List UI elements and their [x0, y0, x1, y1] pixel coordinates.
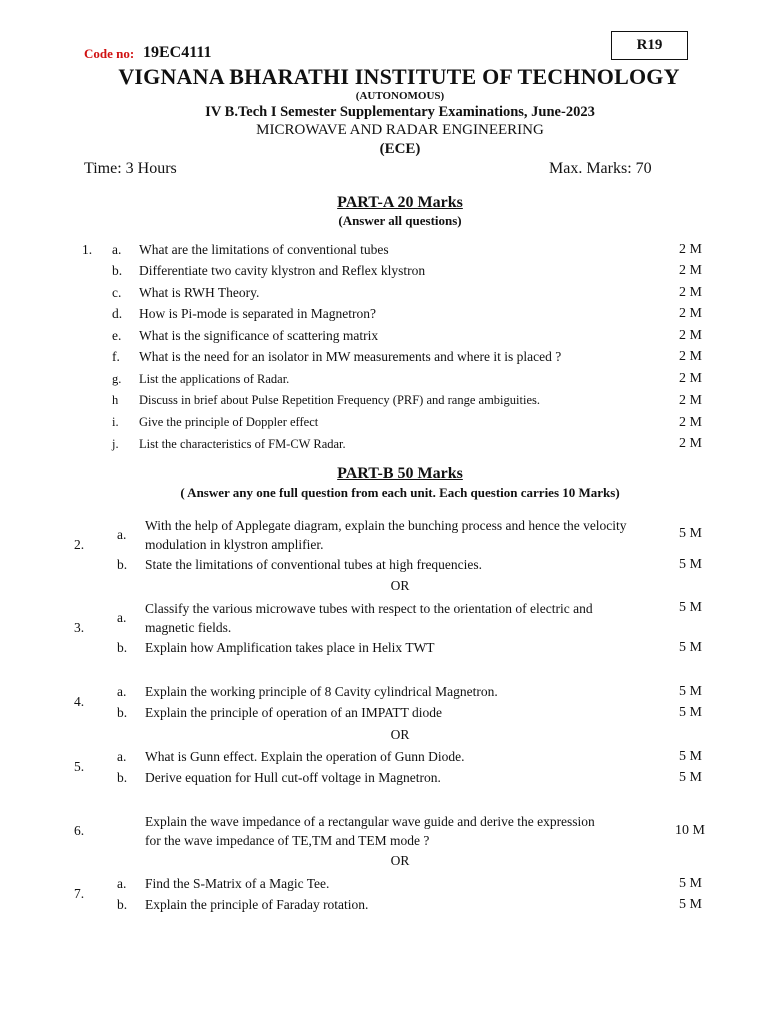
code-number: 19EC4111: [143, 44, 212, 61]
q6-text: Explain the wave impedance of a rectangular wave guide and derive the expression for the wave impedance of TE,TM and TEM mode ?: [145, 814, 595, 848]
q2-label-b: b.: [117, 557, 128, 572]
q4-text-a: Explain the working principle of 8 Cavity cylindrical Magnetron.: [145, 684, 498, 699]
part-a-marks-e: 2 M: [679, 328, 702, 343]
question-number-7: 7.: [74, 886, 85, 901]
q3-text-b: Explain how Amplification takes place in Helix TWT: [145, 640, 435, 655]
q5-label-b: b.: [117, 770, 128, 785]
part-a-marks-f: 2 M: [679, 349, 702, 364]
part-a-label-a: a.: [112, 242, 122, 257]
part-a-question-h: Discuss in brief about Pulse Repetition Frequency (PRF) and range ambiguities.: [139, 393, 540, 407]
question-number-2: 2.: [74, 537, 85, 552]
q4-label-b: b.: [117, 705, 128, 720]
part-a-label-e: e.: [112, 328, 122, 343]
part-a-marks-h: 2 M: [679, 393, 702, 408]
part-a-label-g: g.: [112, 372, 122, 386]
part-a-label-d: d.: [112, 306, 123, 321]
part-a-label-h: h: [112, 393, 119, 407]
q3-marks-a: 5 M: [679, 600, 702, 615]
part-a-marks-d: 2 M: [679, 306, 702, 321]
q7-text-a: Find the S-Matrix of a Magic Tee.: [145, 876, 330, 891]
institute-name: VIGNANA BHARATHI INSTITUTE OF TECHNOLOGY: [118, 64, 680, 89]
part-a-marks-a: 2 M: [679, 242, 702, 257]
q4-text-b: Explain the principle of operation of an IMPATT diode: [145, 705, 442, 720]
code-label: Code no:: [84, 46, 135, 61]
q7-text-b: Explain the principle of Faraday rotation.: [145, 897, 369, 912]
q2-marks-b: 5 M: [679, 557, 702, 572]
exam-title: IV B.Tech I Semester Supplementary Examinations, June-2023: [205, 104, 595, 120]
q7-marks-a: 5 M: [679, 876, 702, 891]
q5-text-a: What is Gunn effect. Explain the operation of Gunn Diode.: [145, 749, 465, 764]
department-label: (ECE): [379, 141, 421, 157]
q3-text-a: Classify the various microwave tubes with respect to the orientation of electric and magnetic fields.: [145, 601, 593, 635]
autonomous-label: (AUTONOMOUS): [355, 90, 445, 102]
part-a-question-g: List the applications of Radar.: [139, 372, 290, 386]
q7-label-a: a.: [117, 876, 127, 891]
part-a-question-e: What is the significance of scattering matrix: [139, 328, 379, 343]
part-b-title: PART-B 50 Marks: [337, 465, 463, 482]
part-a-question-b: Differentiate two cavity klystron and Reflex klystron: [139, 263, 426, 278]
q6-marks: 10 M: [675, 823, 705, 838]
part-a-question-a: What are the limitations of conventional tubes: [139, 242, 389, 257]
q5-text-b: Derive equation for Hull cut-off voltage in Magnetron.: [145, 770, 441, 785]
part-a-marks-c: 2 M: [679, 285, 702, 300]
q4-label-a: a.: [117, 684, 127, 699]
question-number-1: 1.: [82, 242, 93, 257]
or-separator: OR: [390, 727, 410, 742]
q2-text-a: With the help of Applegate diagram, explain the bunching process and hence the velocity modulation in klystron amplifier.: [145, 518, 627, 552]
q2-marks-a: 5 M: [679, 526, 702, 541]
part-a-question-f: What is the need for an isolator in MW measurements and where it is placed ?: [139, 349, 562, 364]
q5-marks-b: 5 M: [679, 770, 702, 785]
q7-label-b: b.: [117, 897, 128, 912]
question-number-6: 6.: [74, 823, 85, 838]
part-a-question-i: Give the principle of Doppler effect: [139, 415, 319, 429]
part-a-marks-g: 2 M: [679, 371, 702, 386]
subject-name: MICROWAVE AND RADAR ENGINEERING: [256, 122, 544, 138]
part-a-label-f: f.: [112, 349, 120, 364]
or-separator: OR: [390, 853, 410, 868]
q5-marks-a: 5 M: [679, 749, 702, 764]
q3-label-b: b.: [117, 640, 128, 655]
question-number-4: 4.: [74, 694, 85, 709]
part-a-label-i: i.: [112, 415, 119, 429]
regulation-box: R19: [611, 31, 688, 60]
part-a-marks-i: 2 M: [679, 415, 702, 430]
q4-marks-b: 5 M: [679, 705, 702, 720]
q3-label-a: a.: [117, 610, 127, 625]
q2-text-b: State the limitations of conventional tubes at high frequencies.: [145, 557, 483, 572]
part-a-label-j: j.: [112, 437, 119, 451]
q2-label-a: a.: [117, 527, 127, 542]
part-a-instruction: (Answer all questions): [338, 213, 462, 228]
part-a-marks-b: 2 M: [679, 263, 702, 278]
part-b-instruction: ( Answer any one full question from each unit. Each question carries 10 Marks): [180, 485, 620, 500]
part-a-question-d: How is Pi-mode is separated in Magnetron?: [139, 306, 376, 321]
part-a-label-c: c.: [112, 285, 122, 300]
q7-marks-b: 5 M: [679, 897, 702, 912]
or-separator: OR: [390, 578, 410, 593]
q3-marks-b: 5 M: [679, 640, 702, 655]
part-a-question-c: What is RWH Theory.: [139, 285, 260, 300]
max-marks: Max. Marks: 70: [549, 160, 652, 177]
question-number-3: 3.: [74, 620, 85, 635]
part-a-label-b: b.: [112, 263, 123, 278]
part-a-title: PART-A 20 Marks: [337, 194, 463, 211]
q5-label-a: a.: [117, 749, 127, 764]
part-a-question-j: List the characteristics of FM-CW Radar.: [139, 437, 346, 451]
exam-duration: Time: 3 Hours: [84, 160, 177, 177]
part-a-marks-j: 2 M: [679, 436, 702, 451]
q4-marks-a: 5 M: [679, 684, 702, 699]
question-number-5: 5.: [74, 759, 85, 774]
